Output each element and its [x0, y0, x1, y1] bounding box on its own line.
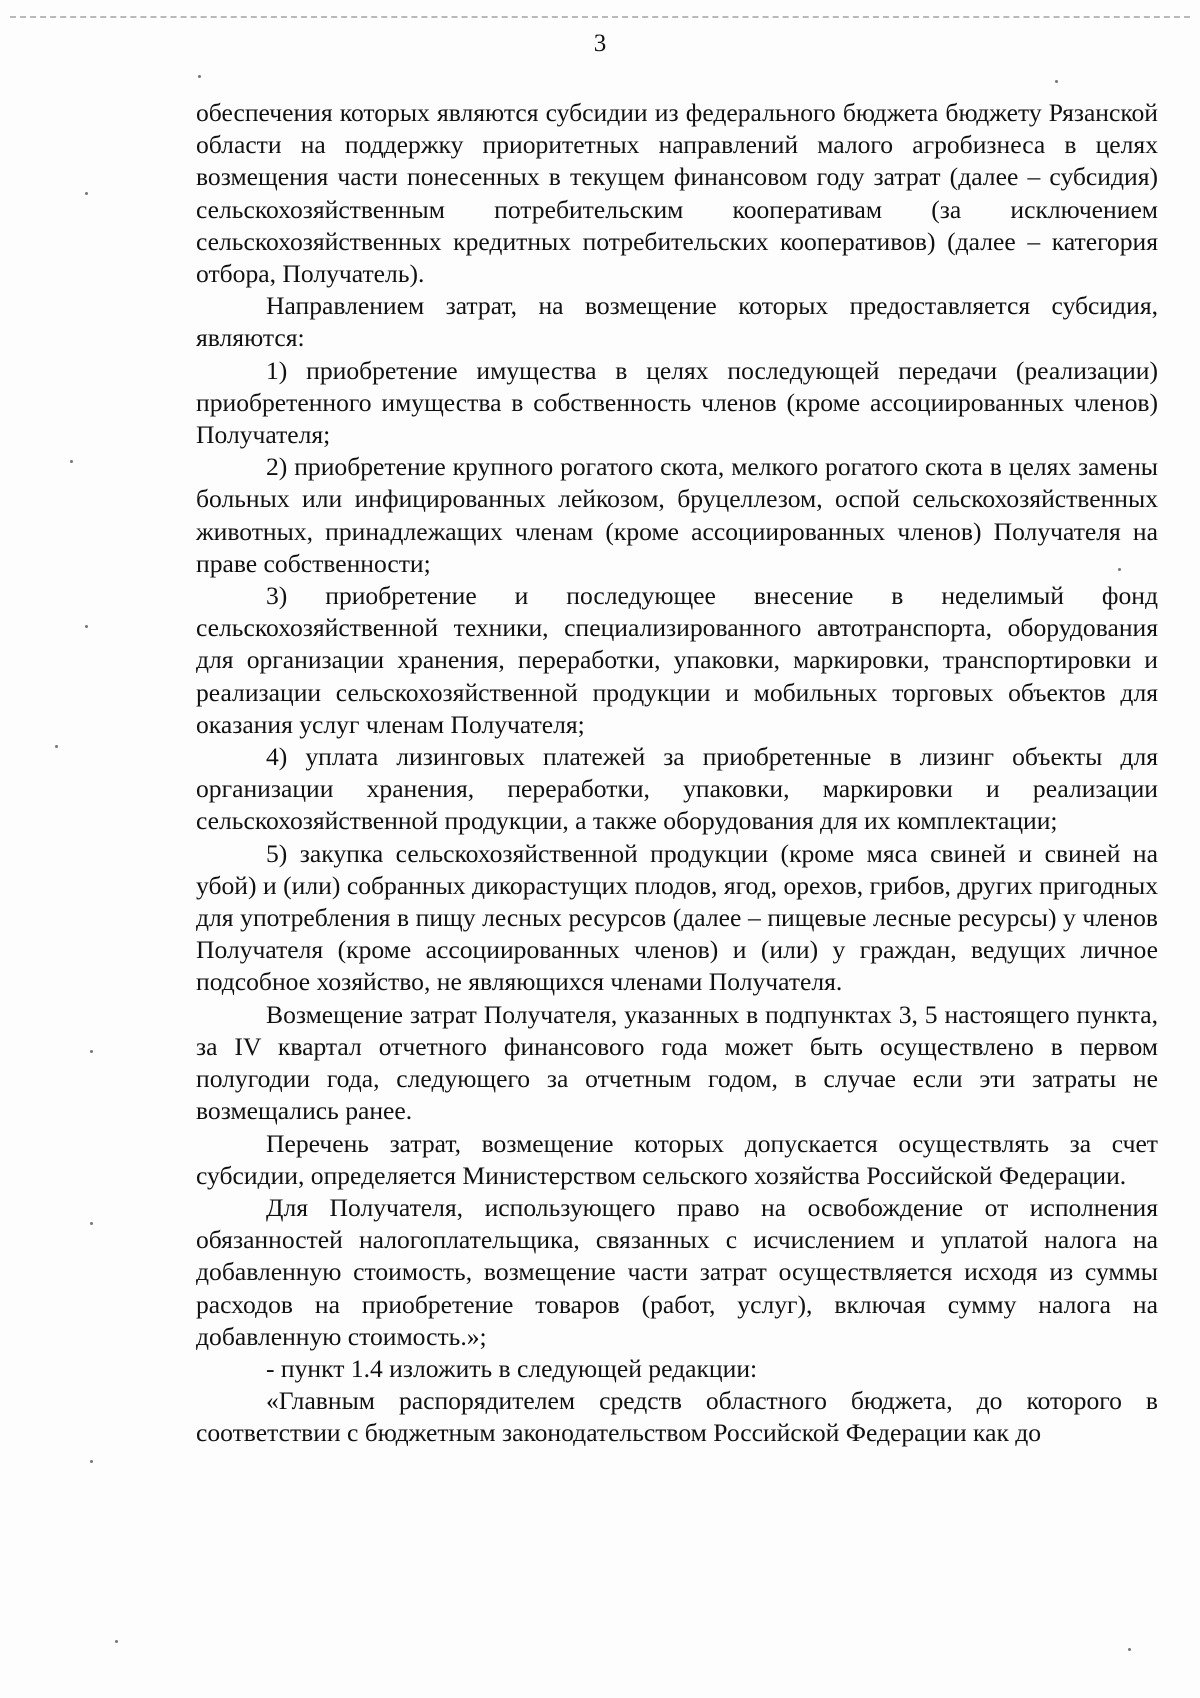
scan-speck — [1118, 568, 1121, 571]
list-item-5: 5) закупка сельскохозяйственной продукции (кроме мяса свиней и свиней на убой) и (или) собранных дикорастущих плодов, ягод, орехов, грибов, других пригодных для употребления в пищу лесных ресурсов (далее – пищевые лесные ресурсы) у членов Получателя (кроме ассоциированных членов) и (или) у граждан, ведущих личное подсобное хозяйство, не являющихся членами Получателя. — [196, 838, 1158, 997]
scan-speck — [70, 460, 73, 463]
paragraph-continuation: обеспечения которых являются субсидии из федерального бюджета бюджету Рязанской области на поддержку приоритетных направлений малого агробизнеса в целях возмещения части понесенных в текущем финансовом году затрат (далее – субсидия) сельскохозяйственным потребительским кооперативам (за исключением сельскохозяйственных кредитных потребительских кооперативов) (далее – категория отбора, Получатель). — [196, 98, 1158, 289]
document-body — [196, 97, 1158, 1450]
scan-speck — [1055, 80, 1058, 83]
scan-speck — [90, 1222, 93, 1225]
scan-speck — [85, 625, 88, 628]
scan-speck — [1128, 1648, 1131, 1651]
scan-speck — [198, 75, 201, 78]
list-item-3: 3) приобретение и последующее внесение в неделимый фонд сельскохозяйственной техники, специализированного автотранспорта, оборудования для организации хранения, переработки, упаковки, маркировки, транспортировки и реализации сельскохозяйственной продукции и мобильных торговых объектов для оказания услуг членам Получателя; — [196, 581, 1158, 739]
scan-speck — [90, 1050, 93, 1053]
paragraph-main-administrator: «Главным распорядителем средств областного бюджета, до которого в соответствии с бюджетным законодательством Российской Федерации как до — [196, 1386, 1158, 1448]
scan-speck — [90, 1460, 93, 1463]
scan-speck — [55, 745, 58, 748]
scan-speck — [115, 1640, 118, 1643]
list-item-4: 4) уплата лизинговых платежей за приобретенные в лизинг объекты для организации хранения, переработки, упаковки, маркировки и реализации сельскохозяйственной продукции, а также оборудования для их комплектации; — [196, 742, 1158, 836]
paragraph-clause-1-4: - пункт 1.4 изложить в следующей редакции: — [266, 1353, 758, 1383]
paragraph-cost-direction-intro: Направлением затрат, на возмещение которых предоставляется субсидия, являются: — [196, 291, 1158, 353]
page-number: 3 — [593, 30, 607, 57]
list-item-1: 1) приобретение имущества в целях последующей передачи (реализации) приобретенного имущества в собственность членов (кроме ассоциированных членов) Получателя; — [196, 355, 1158, 450]
paragraph-cost-list: Перечень затрат, возмещение которых допускается осуществлять за счет субсидии, определяется Министерством сельского хозяйства Российской Федерации. — [196, 1128, 1158, 1190]
paragraph-vat-exemption: Для Получателя, использующего право на освобождение от исполнения обязанностей налогоплательщика, связанных с исчислением и уплатой налога на добавленную стоимость, возмещение части затрат осуществляется исходя из суммы расходов на приобретение товаров (работ, услуг), включая сумму налога на добавленную стоимость.»; — [196, 1192, 1158, 1351]
paragraph-reimbursement-q4: Возмещение затрат Получателя, указанных в подпунктах 3, 5 настоящего пункта, за IV квартал отчетного финансового года может быть осуществлено в первом полугодии года, следующего за отчетным годом, в случае если эти затраты не возмещались ранее. — [196, 999, 1158, 1126]
list-item-2: 2) приобретение крупного рогатого скота, мелкого рогатого скота в целях замены больных или инфицированных лейкозом, бруцеллезом, оспой сельскохозяйственных животных, принадлежащих членам (кроме ассоциированных членов) Получателя на праве собственности; — [196, 452, 1158, 578]
scan-speck — [85, 192, 88, 195]
scan-top-edge — [10, 16, 1190, 18]
